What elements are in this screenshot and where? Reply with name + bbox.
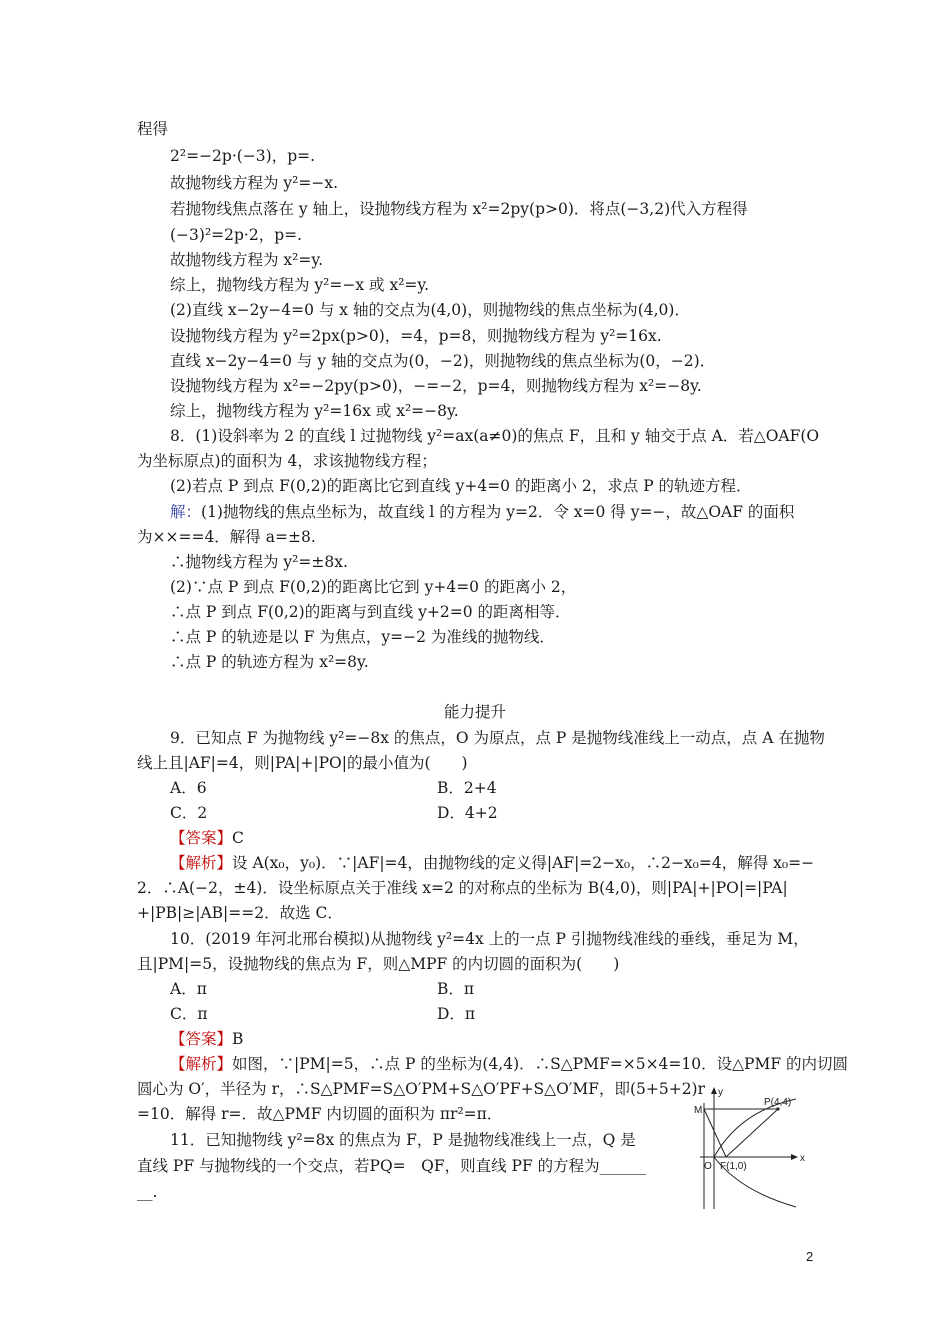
solution-label: 解： xyxy=(170,503,202,521)
text-line: ∴点 P 到点 F(0,2)的距离与到直线 y+2=0 的距离相等． xyxy=(170,603,571,621)
page-number: 2 xyxy=(806,1249,814,1264)
text-line: 且|PM|=5，设抛物线的焦点为 F，则△MPF 的内切圆的面积为( ) xyxy=(137,955,620,973)
question-11: 11．已知抛物线 y²=8x 的焦点为 F，P 是抛物线准线上一点，Q 是 xyxy=(170,1131,636,1149)
parabola-figure xyxy=(694,1085,810,1210)
text-line: ∴抛物线方程为 y²=±8x. xyxy=(170,553,348,571)
explanation-label: 【解析】 xyxy=(170,1055,233,1073)
option-b: B．π xyxy=(437,980,475,998)
text-line: (2)直线 x−2y−4=0 与 x 轴的交点为(4,0)，则抛物线的焦点坐标为(4,0)． xyxy=(170,301,690,319)
label-M: M xyxy=(694,1105,703,1116)
answer-label: 【答案】 xyxy=(170,1030,233,1048)
text-line: 综上，抛物线方程为 y²=16x 或 x²=−8y. xyxy=(170,402,459,420)
text-line: 2．∴A(−2，±4)．设坐标原点关于准线 x=2 的对称点的坐标为 B(4,0)，则|PA|+|PO|=|PA| xyxy=(137,879,788,897)
text-line: 综上，抛物线方程为 y²=−x 或 x²=y. xyxy=(170,276,430,294)
option-c: C．2 xyxy=(170,804,208,822)
parabola-curve xyxy=(714,1099,796,1207)
answer-line: 【答案】C xyxy=(170,829,244,847)
y-axis-arrow xyxy=(711,1087,717,1094)
explanation-line: 【解析】如图，∵|PM|=5，∴点 P 的坐标为(4,4)．∴S△PMF=×5×4=10．设△PMF 的内切圆 xyxy=(170,1055,849,1073)
explanation-line: 【解析】设 A(x₀，y₀)．∵|AF|=4，由抛物线的定义得|AF|=2−x₀，∴2−x₀=4，解得 x₀=− xyxy=(170,854,815,872)
text-line: +|PB|≥|AB|==2．故选 C． xyxy=(137,904,343,922)
text-line: 故抛物线方程为 y²=−x. xyxy=(170,174,339,192)
text-line: 若抛物线焦点落在 y 轴上，设抛物线方程为 x²=2py(p>0)．将点(−3,2)代入方程得 xyxy=(170,200,748,218)
text-line: 为坐标原点)的面积为 4，求该抛物线方程； xyxy=(137,452,437,470)
answer-line: 【答案】B xyxy=(170,1030,244,1048)
text-line: (2)若点 P 到点 F(0,2)的距离比它到直线 y+4=0 的距离小 2，求点 P 的轨迹方程． xyxy=(170,477,752,495)
explanation-label: 【解析】 xyxy=(170,854,233,872)
option-b: B．2+4 xyxy=(437,779,497,797)
section-heading: 能力提升 xyxy=(443,703,506,721)
text-line: 设抛物线方程为 y²=2px(p>0)，=4，p=8，则抛物线方程为 y²=16x. xyxy=(170,327,662,345)
text-line: (2)∵点 P 到点 F(0,2)的距离比它到 y+4=0 的距离小 2， xyxy=(170,578,577,596)
x-axis-arrow xyxy=(791,1154,798,1160)
text-line: 程得 xyxy=(137,120,169,138)
label-O: O xyxy=(704,1161,712,1172)
option-a: A．π xyxy=(170,980,207,998)
question-9: 9．已知点 F 为抛物线 y²=−8x 的焦点，O 为原点，点 P 是抛物线准线上一动点，点 A 在抛物 xyxy=(170,729,825,747)
question-8: 8．(1)设斜率为 2 的直线 l 过抛物线 y²=ax(a≠0)的焦点 F，且和 y 轴交于点 A．若△OAF(O xyxy=(170,427,820,445)
text-line: 故抛物线方程为 x²=y. xyxy=(170,251,323,269)
segment-MF xyxy=(704,1109,726,1157)
text-line: 设抛物线方程为 x²=−2py(p>0)，−=−2，p=4，则抛物线方程为 x²=−8y. xyxy=(170,377,702,395)
text-line: 线上且|AF|=4，则|PA|+|PO|的最小值为( ) xyxy=(137,754,468,772)
option-d: D．4+2 xyxy=(437,804,498,822)
label-y: y xyxy=(718,1087,723,1098)
text-line: __. xyxy=(137,1183,158,1201)
text-line: 为××==4．解得 a=±8. xyxy=(137,528,316,546)
text-line: 直线 PF 与抛物线的一个交点，若PQ= QF，则直线 PF 的方程为______ xyxy=(137,1157,647,1175)
text-line: (−3)²=2p·2，p=. xyxy=(170,226,303,244)
answer-label: 【答案】 xyxy=(170,829,233,847)
question-10: 10．(2019 年河北邢台模拟)从抛物线 y²=4x 上的一点 P 引抛物线准线的垂线，垂足为 M， xyxy=(170,930,809,948)
text-line: ∴点 P 的轨迹是以 F 为焦点，y=−2 为准线的抛物线． xyxy=(170,628,555,646)
label-x: x xyxy=(800,1153,805,1164)
option-c: C．π xyxy=(170,1005,208,1023)
option-d: D．π xyxy=(437,1005,476,1023)
label-P: P(4,4) xyxy=(764,1097,792,1108)
text-line: ∴点 P 的轨迹方程为 x²=8y. xyxy=(170,653,369,671)
text-line: 2²=−2p·(−3)，p=. xyxy=(170,147,316,165)
text-line: 直线 x−2y−4=0 与 y 轴的交点为(0，−2)，则抛物线的焦点坐标为(0，−2)． xyxy=(170,352,716,370)
text-line: 圆心为 O′，半径为 r，∴S△PMF=S△O′PM+S△O′PF+S△O′MF，即(5+5+2)r xyxy=(137,1080,706,1098)
solution-line: 解：(1)抛物线的焦点坐标为，故直线 l 的方程为 y=2．令 x=0 得 y=−，故△OAF 的面积 xyxy=(170,503,795,521)
label-F: F(1,0) xyxy=(720,1161,747,1172)
option-a: A．6 xyxy=(170,779,207,797)
text-line: =10．解得 r=．故△PMF 内切圆的面积为 πr²=π． xyxy=(137,1105,503,1123)
